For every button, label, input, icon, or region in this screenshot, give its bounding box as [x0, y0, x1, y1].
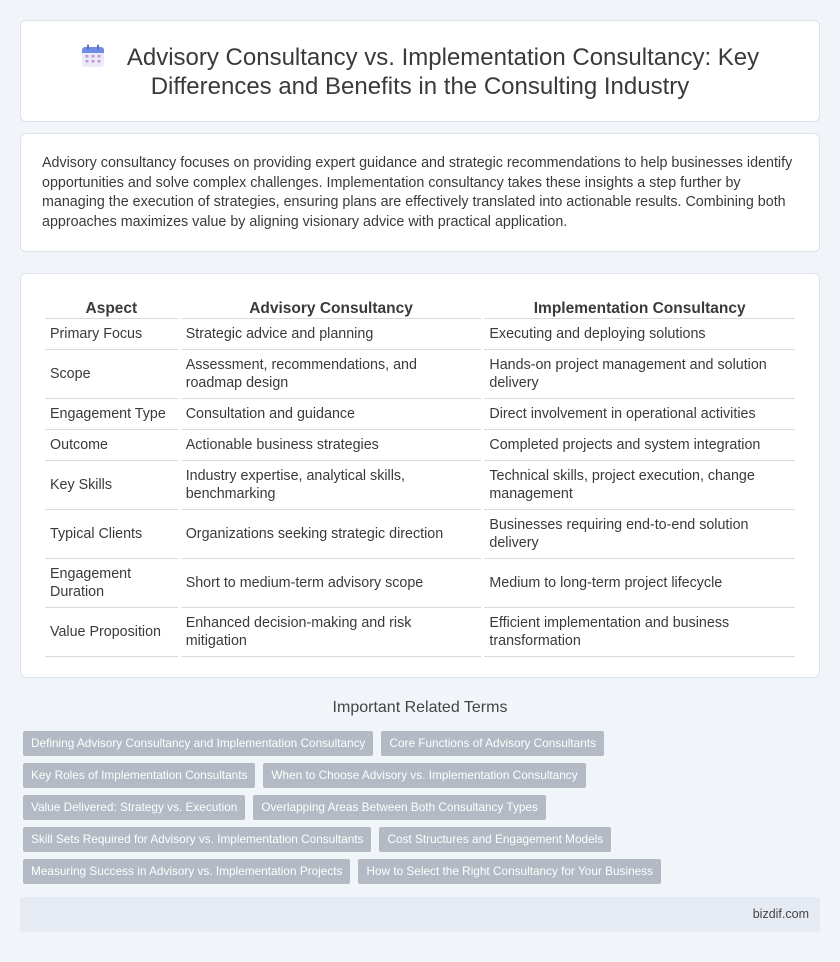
header-card — [20, 20, 820, 122]
advisory-cell: Consultation and guidance — [181, 399, 482, 430]
table-row — [45, 608, 795, 657]
related-term-link[interactable]: Overlapping Areas Between Both Consultancy Types — [253, 795, 546, 820]
related-term-link[interactable]: Core Functions of Advisory Consultants — [381, 731, 604, 756]
aspect-cell: Typical Clients — [45, 510, 178, 559]
header-advisory: Advisory Consultancy — [181, 296, 482, 319]
table-row — [45, 319, 795, 350]
page-title-text: Advisory Consultancy vs. Implementation Consultancy: Key Differences and Benefits in the Consulting Industry — [126, 44, 760, 100]
aspect-cell: Engagement Duration — [45, 559, 178, 608]
aspect-cell: Outcome — [45, 430, 178, 461]
related-term-link[interactable]: Key Roles of Implementation Consultants — [23, 763, 255, 788]
table-row — [45, 461, 795, 510]
implementation-cell: Technical skills, project execution, change management — [484, 461, 795, 510]
aspect-cell: Value Proposition — [45, 608, 178, 657]
related-term-link[interactable]: Defining Advisory Consultancy and Implementation Consultancy — [23, 731, 373, 756]
table-row — [45, 559, 795, 608]
table-row — [45, 399, 795, 430]
table-row — [45, 350, 795, 399]
advisory-cell: Strategic advice and planning — [181, 319, 482, 350]
implementation-cell: Efficient implementation and business transformation — [484, 608, 795, 657]
related-term-link[interactable]: Cost Structures and Engagement Models — [379, 827, 611, 852]
related-terms-title: Important Related Terms — [332, 699, 508, 716]
comparison-table — [42, 296, 798, 657]
related-term-link[interactable]: Measuring Success in Advisory vs. Implementation Projects — [23, 859, 350, 884]
advisory-cell: Short to medium-term advisory scope — [181, 559, 482, 608]
aspect-cell: Key Skills — [45, 461, 178, 510]
aspect-cell: Engagement Type — [45, 399, 178, 430]
table-header-row — [45, 296, 795, 319]
header-aspect: Aspect — [45, 296, 178, 319]
header-implementation: Implementation Consultancy — [484, 296, 795, 319]
footer — [20, 897, 820, 932]
advisory-cell: Industry expertise, analytical skills, benchmarking — [181, 461, 482, 510]
implementation-cell: Hands-on project management and solution delivery — [484, 350, 795, 399]
advisory-cell: Organizations seeking strategic direction — [181, 510, 482, 559]
footer-site-name: bizdif.com — [752, 907, 809, 921]
comparison-table-card — [20, 273, 820, 678]
advisory-cell: Enhanced decision-making and risk mitigation — [181, 608, 482, 657]
table-row — [45, 430, 795, 461]
implementation-cell: Executing and deploying solutions — [484, 319, 795, 350]
aspect-cell: Scope — [45, 350, 178, 399]
page-title — [21, 43, 819, 101]
implementation-cell: Businesses requiring end-to-end solution delivery — [484, 510, 795, 559]
related-term-link[interactable]: When to Choose Advisory vs. Implementation Consultancy — [263, 763, 585, 788]
related-term-link[interactable]: Skill Sets Required for Advisory vs. Implementation Consultants — [23, 827, 371, 852]
related-term-link[interactable]: Value Delivered: Strategy vs. Execution — [23, 795, 245, 820]
table-row — [45, 510, 795, 559]
implementation-cell: Direct involvement in operational activities — [484, 399, 795, 430]
implementation-cell: Completed projects and system integration — [484, 430, 795, 461]
related-term-link[interactable]: How to Select the Right Consultancy for Your Business — [358, 859, 661, 884]
calendar-icon — [81, 44, 105, 68]
implementation-cell: Medium to long-term project lifecycle — [484, 559, 795, 608]
intro-paragraph: Advisory consultancy focuses on providing expert guidance and strategic recommendations to help businesses identify opportunities and solve complex challenges. Implementation consultancy takes these insights a step further by managing the execution of strategies, ensuring plans are effectively translated into actionable results. Combining both approaches maximizes value by aligning visionary advice with practical application. — [42, 155, 793, 230]
related-terms-list — [23, 731, 823, 891]
advisory-cell: Assessment, recommendations, and roadmap design — [181, 350, 482, 399]
advisory-cell: Actionable business strategies — [181, 430, 482, 461]
intro-card — [20, 133, 820, 252]
aspect-cell: Primary Focus — [45, 319, 178, 350]
